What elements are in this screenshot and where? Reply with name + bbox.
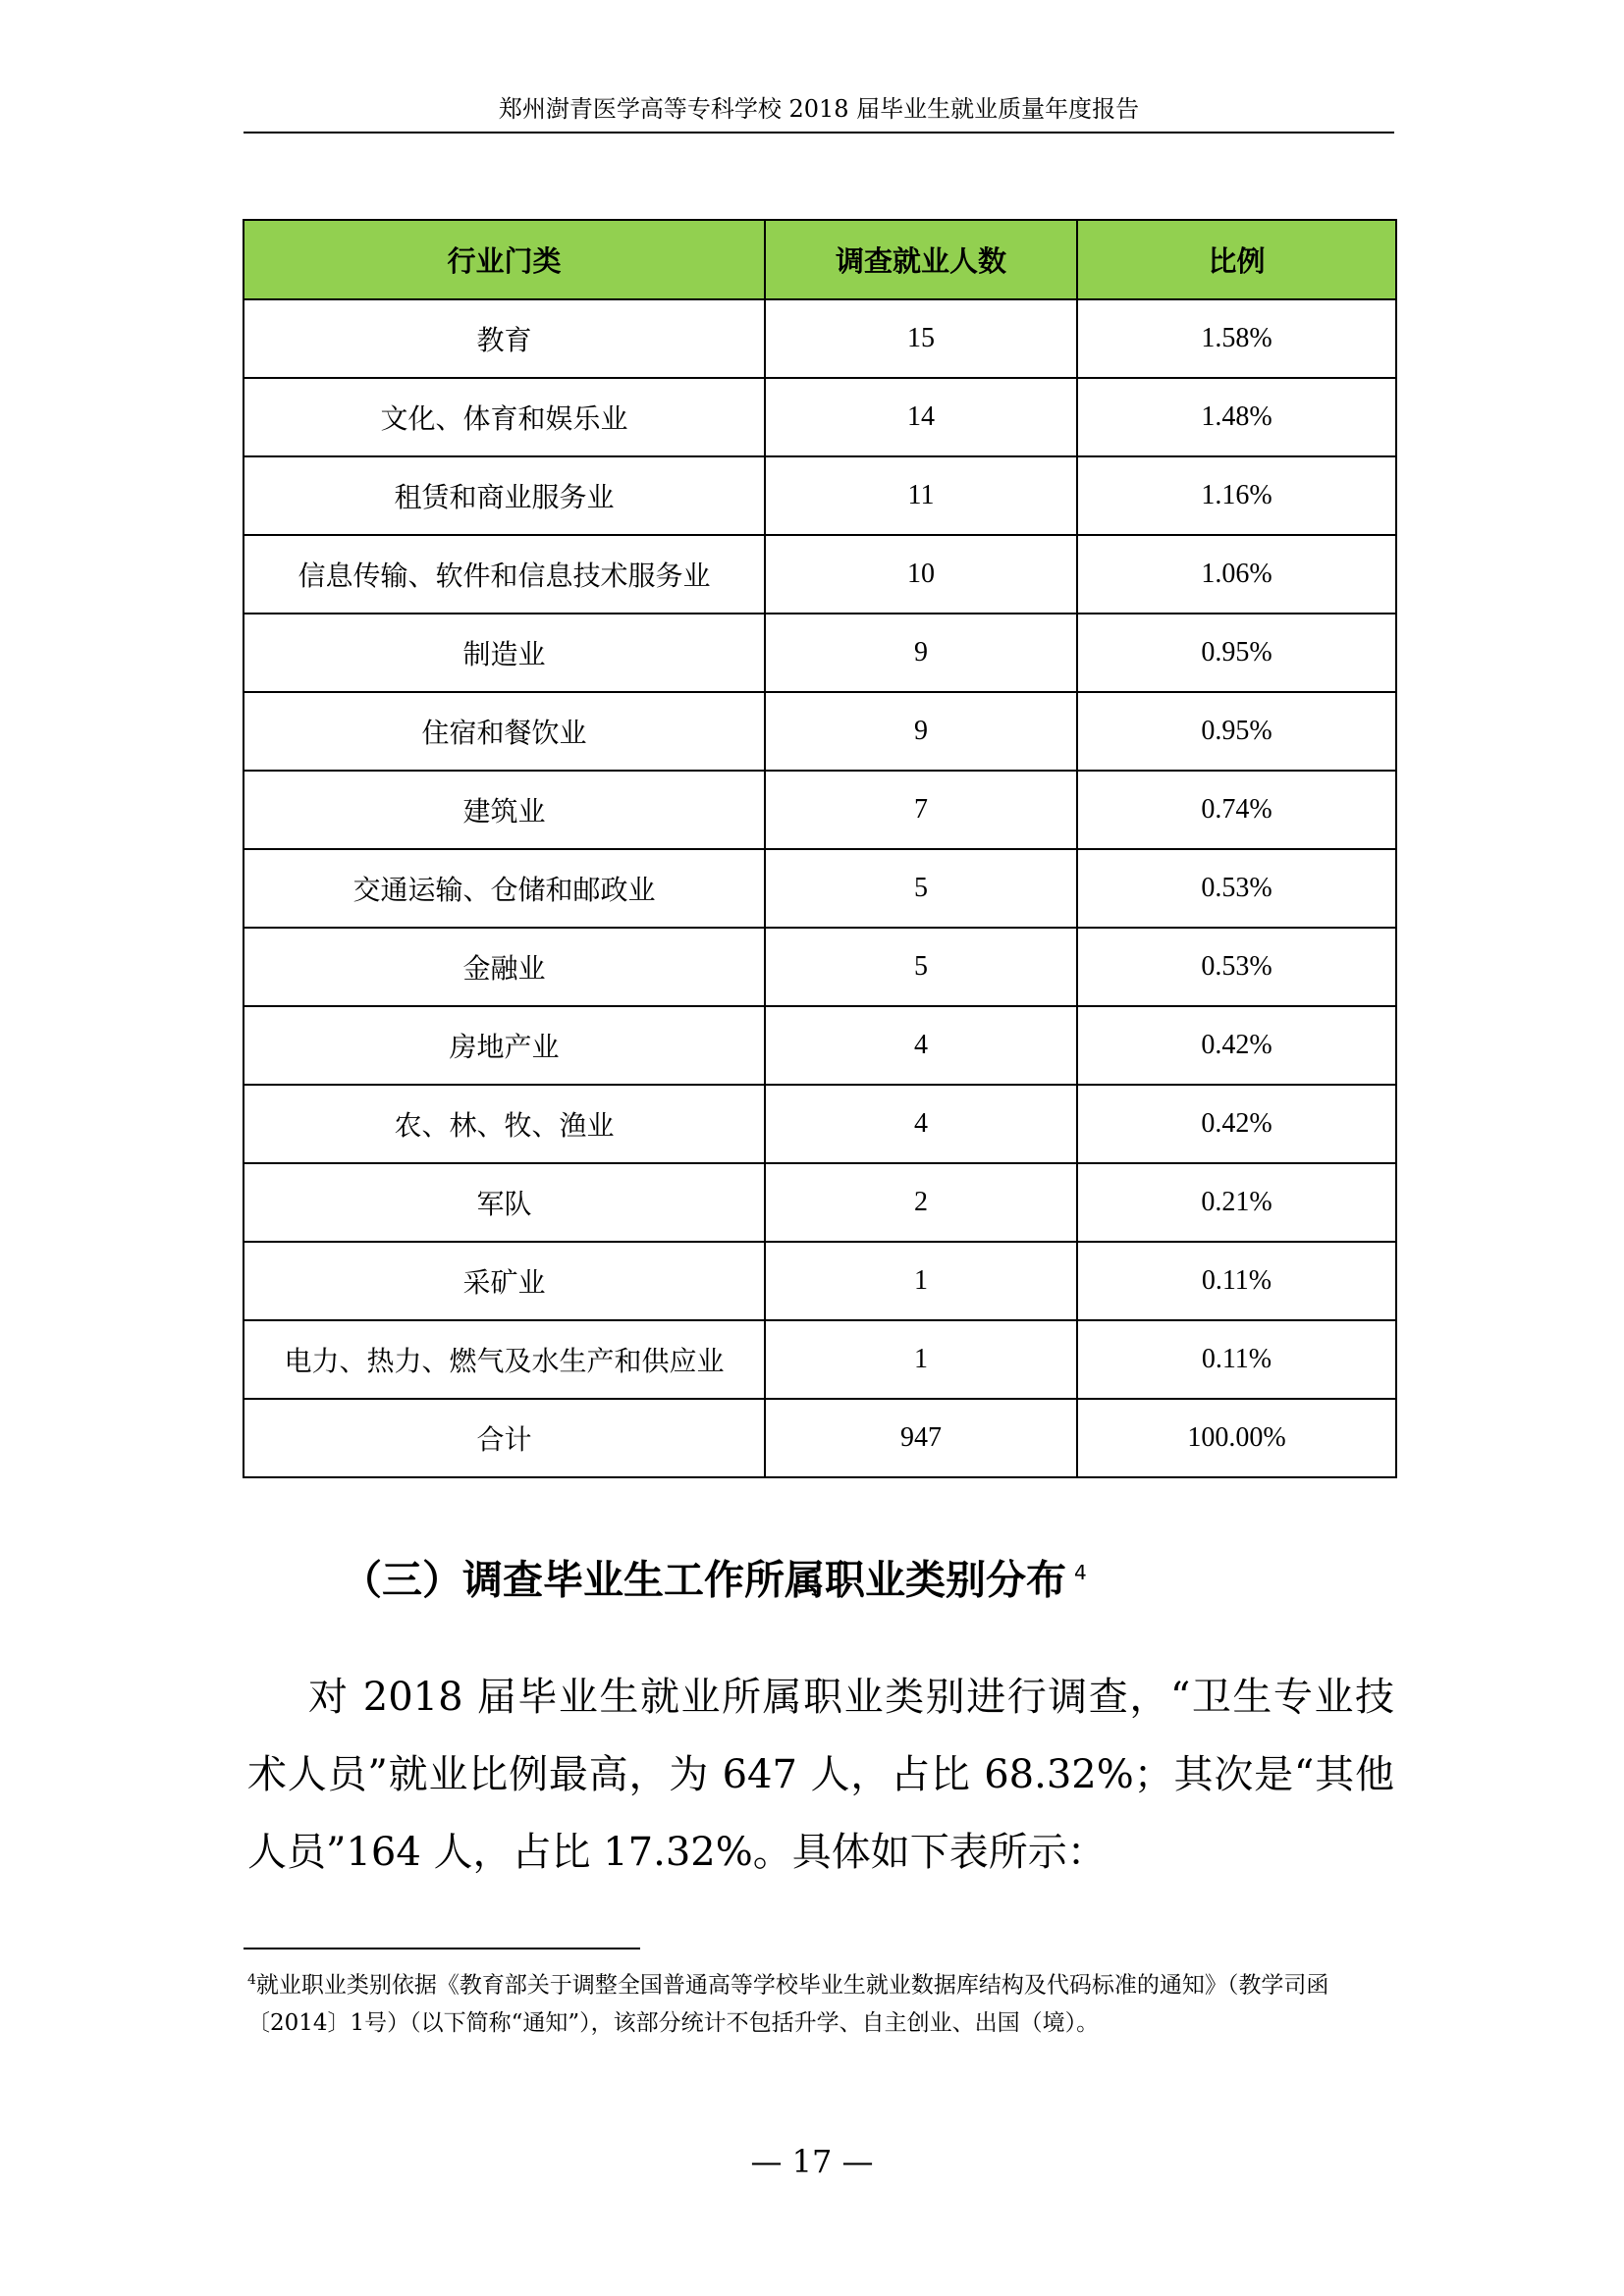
count-cell: 11 xyxy=(765,456,1077,535)
table-row xyxy=(244,692,1396,771)
footnote-reference: 4 xyxy=(1074,1561,1087,1584)
industry-cell: 文化、体育和娱乐业 xyxy=(244,378,765,456)
table-row xyxy=(244,614,1396,692)
industry-table xyxy=(243,219,1397,1478)
ratio-cell: 0.21% xyxy=(1077,1163,1396,1242)
industry-cell: 金融业 xyxy=(244,928,765,1006)
industry-cell: 农、林、牧、渔业 xyxy=(244,1085,765,1163)
total-count-cell: 947 xyxy=(765,1399,1077,1477)
table-row xyxy=(244,1320,1396,1399)
table-row xyxy=(244,1163,1396,1242)
industry-cell: 电力、热力、燃气及水生产和供应业 xyxy=(244,1320,765,1399)
table-header-row xyxy=(244,220,1396,299)
count-cell: 9 xyxy=(765,614,1077,692)
count-cell: 1 xyxy=(765,1242,1077,1320)
header-rule xyxy=(244,132,1394,133)
count-cell: 14 xyxy=(765,378,1077,456)
ratio-cell: 0.11% xyxy=(1077,1242,1396,1320)
column-header-ratio: 比例 xyxy=(1077,220,1396,299)
ratio-cell: 1.48% xyxy=(1077,378,1396,456)
footnote-text: 就业职业类别依据《教育部关于调整全国普通高等学校毕业生就业数据库结构及代码标准的通知》（教学司函〔2014〕1号）（以下简称“通知”），该部分统计不包括升学、自主创业、出国（境）。 xyxy=(247,1972,1329,2036)
industry-cell: 交通运输、仓储和邮政业 xyxy=(244,849,765,928)
footnote-rule xyxy=(244,1948,640,1949)
body-paragraph: 对 2018 届毕业生就业所属职业类别进行调查，“卫生专业技术人员”就业比例最高，为 647 人，占比 68.32%；其次是“其他人员”164 人，占比 17.32%。具体如下表所示： xyxy=(247,1675,1394,1875)
count-cell: 4 xyxy=(765,1085,1077,1163)
table-row xyxy=(244,535,1396,614)
industry-cell: 军队 xyxy=(244,1163,765,1242)
ratio-cell: 1.16% xyxy=(1077,456,1396,535)
count-cell: 1 xyxy=(765,1320,1077,1399)
table-row xyxy=(244,378,1396,456)
industry-cell: 住宿和餐饮业 xyxy=(244,692,765,771)
industry-cell: 采矿业 xyxy=(244,1242,765,1320)
table-row xyxy=(244,456,1396,535)
count-cell: 5 xyxy=(765,928,1077,1006)
ratio-cell: 0.53% xyxy=(1077,928,1396,1006)
section-heading xyxy=(342,1543,1394,1610)
table-row xyxy=(244,1085,1396,1163)
footnote xyxy=(247,1961,1394,2042)
count-cell: 5 xyxy=(765,849,1077,928)
section-heading-text: （三）调查毕业生工作所属职业类别分布 xyxy=(342,1556,1066,1604)
page-number: — 17 — xyxy=(750,2143,874,2180)
industry-cell: 建筑业 xyxy=(244,771,765,849)
ratio-cell: 0.95% xyxy=(1077,692,1396,771)
column-header-industry: 行业门类 xyxy=(244,220,765,299)
count-cell: 15 xyxy=(765,299,1077,378)
ratio-cell: 0.95% xyxy=(1077,614,1396,692)
ratio-cell: 1.58% xyxy=(1077,299,1396,378)
ratio-cell: 0.42% xyxy=(1077,1006,1396,1085)
industry-cell: 制造业 xyxy=(244,614,765,692)
industry-cell: 教育 xyxy=(244,299,765,378)
page-header-title: 郑州澍青医学高等专科学校 2018 届毕业生就业质量年度报告 xyxy=(498,95,1140,123)
table-row xyxy=(244,1006,1396,1085)
total-label-cell: 合计 xyxy=(244,1399,765,1477)
industry-cell: 房地产业 xyxy=(244,1006,765,1085)
table-row xyxy=(244,1242,1396,1320)
ratio-cell: 0.53% xyxy=(1077,849,1396,928)
ratio-cell: 0.42% xyxy=(1077,1085,1396,1163)
industry-cell: 信息传输、软件和信息技术服务业 xyxy=(244,535,765,614)
table-total-row xyxy=(244,1399,1396,1477)
table-row xyxy=(244,299,1396,378)
ratio-cell: 1.06% xyxy=(1077,535,1396,614)
count-cell: 2 xyxy=(765,1163,1077,1242)
ratio-cell: 0.74% xyxy=(1077,771,1396,849)
footnote-marker: 4 xyxy=(247,1972,256,1988)
count-cell: 4 xyxy=(765,1006,1077,1085)
industry-cell: 租赁和商业服务业 xyxy=(244,456,765,535)
column-header-count: 调查就业人数 xyxy=(765,220,1077,299)
table-row xyxy=(244,928,1396,1006)
count-cell: 10 xyxy=(765,535,1077,614)
total-ratio-cell: 100.00% xyxy=(1077,1399,1396,1477)
table-row xyxy=(244,849,1396,928)
count-cell: 7 xyxy=(765,771,1077,849)
table-row xyxy=(244,771,1396,849)
count-cell: 9 xyxy=(765,692,1077,771)
ratio-cell: 0.11% xyxy=(1077,1320,1396,1399)
